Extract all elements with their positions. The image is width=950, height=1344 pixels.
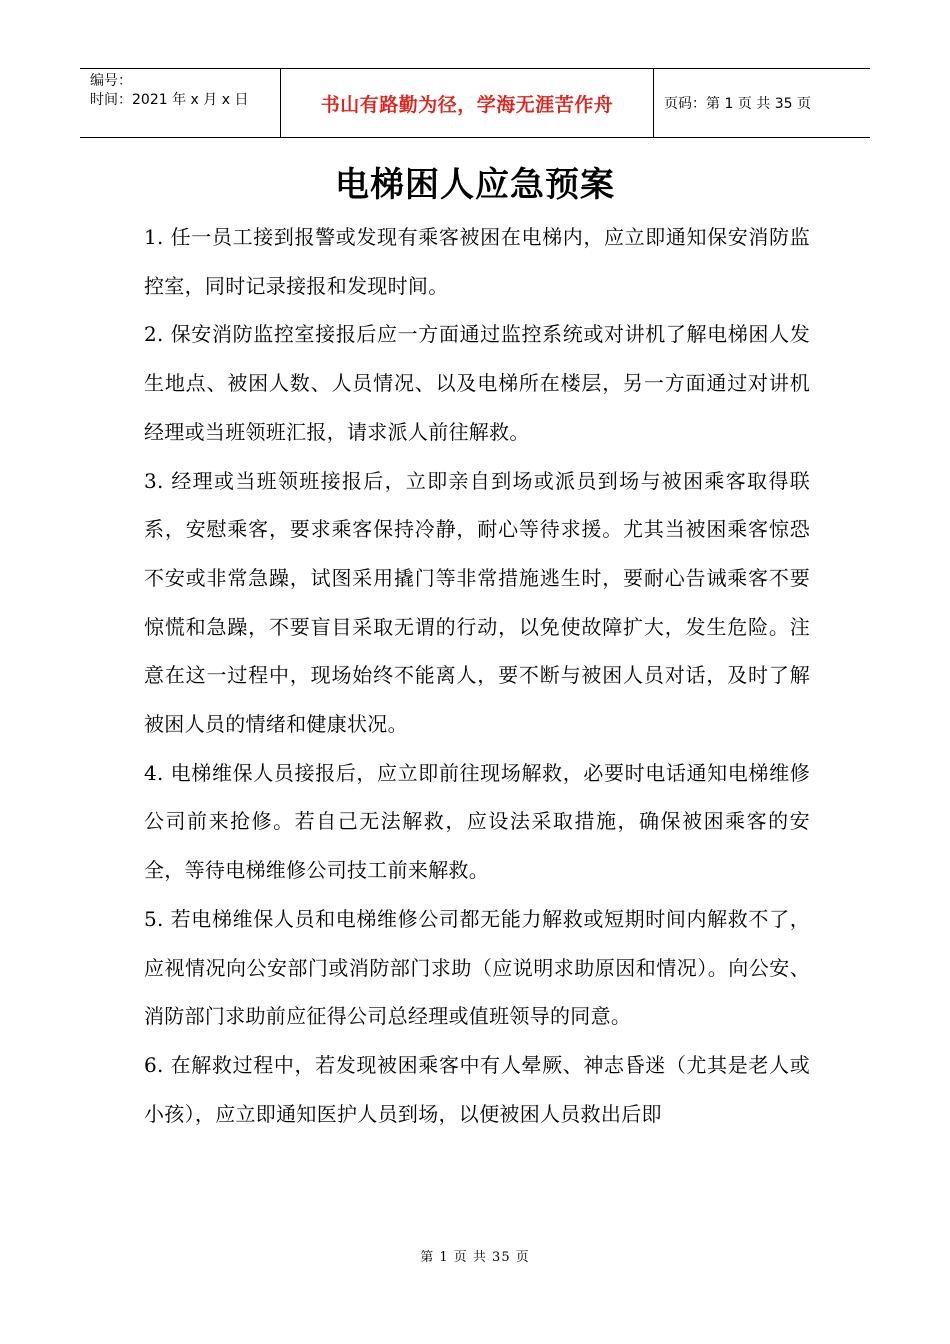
paragraph-6: 6. 在解救过程中，若发现被困乘客中有人晕厥、神志昏迷（尤其是老人或小孩），应立即通知医护人员到场，以便被困人员救出后即 bbox=[144, 1052, 810, 1126]
header-meta bbox=[80, 69, 281, 137]
header-motto-cell bbox=[281, 69, 654, 137]
paragraph-1: 1. 任一员工接到报警或发现有乘客被困在电梯内，应立即通知保安消防监控室，同时记录接报和发现时间。 bbox=[144, 225, 810, 298]
page-header bbox=[80, 68, 870, 138]
paragraph-5: 5. 若电梯维保人员和电梯维修公司都无能力解救或短期时间内解救不了，应视情况向公安部门或消防部门求助（应说明求助原因和情况）。向公安、消防部门求助前应征得公司总经理或值班领导的同意。 bbox=[144, 906, 810, 1029]
motto-text: 书山有路勤为径，学海无涯苦作舟 bbox=[320, 93, 614, 116]
number-label: 编号： bbox=[90, 73, 132, 89]
paragraph-3: 3. 经理或当班领班接报后，立即亲自到场或派员到场与被困乘客取得联系，安慰乘客，要求乘客保持冷静，耐心等待求援。尤其当被困乘客惊恐不安或非常急躁，试图采用撬门等非常措施逃生时，要耐心告诫乘客不要惊慌和急躁，不要盲目采取无谓的行动，以免使故障扩大，发生危险。注意在这一过程中，现场始终不能离人，要不断与被困人员对话，及时了解被困人员的情绪和健康状况。 bbox=[144, 468, 810, 737]
document-body bbox=[144, 213, 810, 1138]
page-footer: 第 1 页 共 35 页 bbox=[420, 1250, 530, 1265]
time-label: 时间：2021 年 x 月 x 日 bbox=[90, 92, 249, 108]
document-title: 电梯困人应急预案 bbox=[335, 165, 615, 205]
header-page-cell bbox=[654, 69, 870, 137]
page-label: 页码：第 1 页 共 35 页 bbox=[664, 96, 811, 112]
paragraph-2: 2. 保安消防监控室接报后应一方面通过监控系统或对讲机了解电梯困人发生地点、被困人数、人员情况、以及电梯所在楼层，另一方面通过对讲机经理或当班领班汇报，请求派人前往解救。 bbox=[144, 322, 810, 444]
paragraph-4: 4. 电梯维保人员接报后，应立即前往现场解救，必要时电话通知电梯维修公司前来抢修。若自己无法解救，应设法采取措施，确保被困乘客的安全，等待电梯维修公司技工前来解救。 bbox=[144, 760, 810, 883]
